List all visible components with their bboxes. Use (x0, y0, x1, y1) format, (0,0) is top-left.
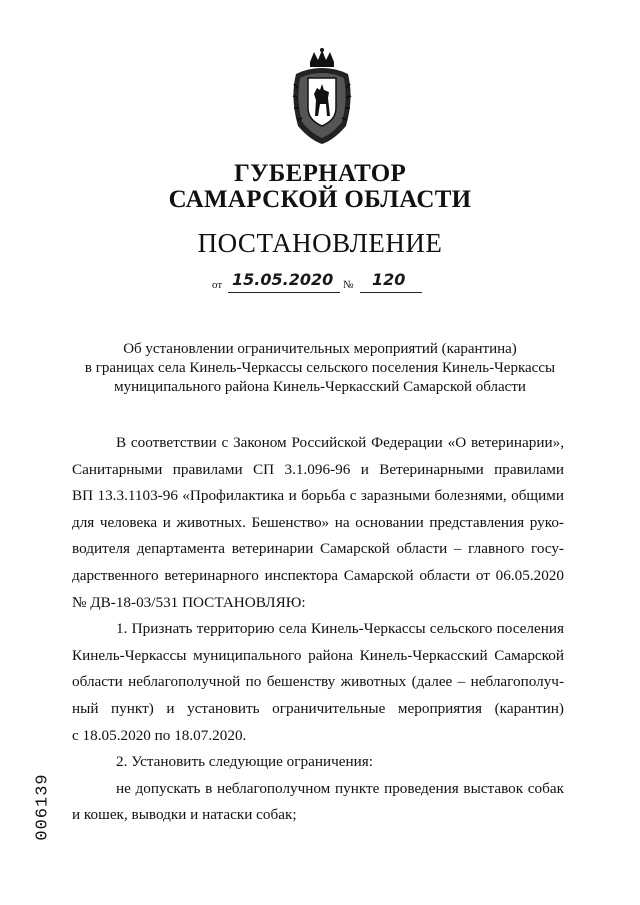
coat-of-arms-emblem (286, 48, 358, 146)
body-line: ный пункт) и установить ограничительные мероприятия (карантин) (72, 699, 564, 717)
body-line: В соответствии с Законом Российской Федерации «О ветеринарии», (116, 434, 564, 451)
body-line: дарственного ветеринарного инспектора Самарской области от 06.05.2020 (72, 566, 564, 584)
subject-line: Об установлении ограничительных мероприятий (карантина) (123, 341, 517, 357)
body-line: Санитарными правилами СП 3.1.096-96 и Ветеринарными правилами (72, 460, 564, 478)
document-body (72, 430, 564, 829)
body-line: 2. Установить следующие ограничения: (116, 753, 373, 771)
date-prefix: от (212, 279, 223, 291)
body-line: ВП 13.3.1103-96 «Профилактика и борьба с заразными болезнями, общими (72, 487, 564, 505)
number-prefix: № (343, 279, 354, 291)
body-line: не допускать в неблагополучном пункте проведения выставок собак (116, 779, 564, 797)
subject-line: муниципального района Кинель-Черкасский Самарской области (114, 379, 526, 395)
document-type-title: ПОСТАНОВЛЕНИЕ (197, 228, 443, 258)
handwritten-date: 15.05.2020 (232, 270, 334, 289)
body-line: № ДВ-18-03/531 ПОСТАНОВЛЯЮ: (72, 593, 306, 611)
authority-title-line1: ГУБЕРНАТОР (233, 160, 407, 187)
stamp-code: 006139 (33, 773, 53, 841)
body-line: Кинель-Черкассы муниципального района Кинель-Черкасский Самарской (72, 646, 564, 664)
document-subject (60, 340, 580, 397)
registration-stamp (28, 772, 58, 842)
handwritten-number: 120 (372, 270, 406, 289)
body-line: водителя департамента ветеринарии Самарской области – главного госу- (72, 540, 564, 558)
subject-line: в границах села Кинель-Черкассы сельского поселения Кинель-Черкассы (84, 360, 556, 376)
number-underline (360, 292, 422, 293)
date-underline (228, 292, 340, 293)
body-line: для человека и животных. Бешенство» на основании представления руко- (72, 513, 564, 531)
body-line: и кошек, выводки и натаски собак; (72, 806, 297, 824)
body-line: области неблагополучной по бешенству животных (далее – неблагополуч- (72, 673, 564, 691)
authority-title-line2: САМАРСКОЙ ОБЛАСТИ (168, 186, 472, 213)
body-line: с 18.05.2020 по 18.07.2020. (72, 726, 247, 744)
body-line: 1. Признать территорию села Кинель-Черкассы сельского поселения (116, 620, 564, 638)
date-number-line (212, 272, 442, 294)
